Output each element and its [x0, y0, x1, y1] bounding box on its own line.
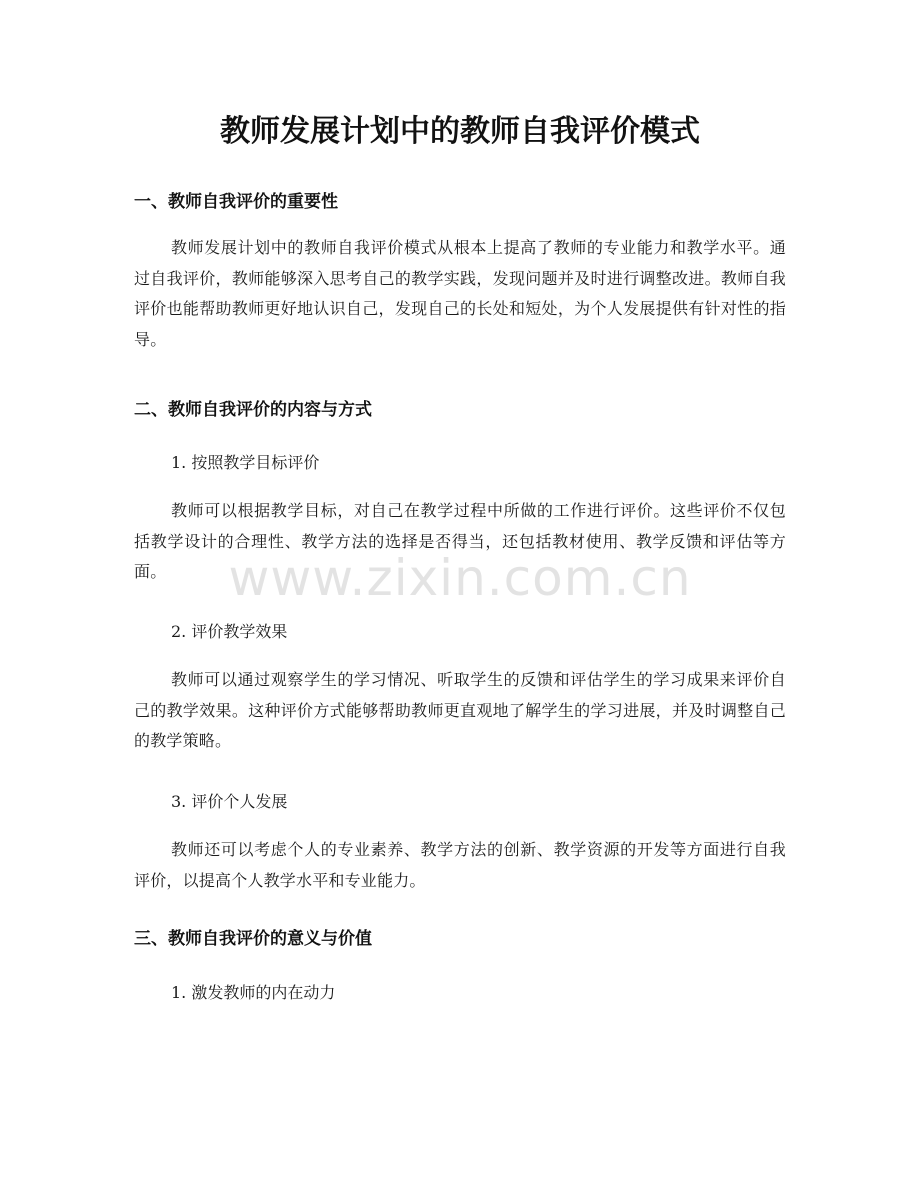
section-paragraph-importance: 教师发展计划中的教师自我评价模式从根本上提高了教师的专业能力和教学水平。通过自我评价，教师能够深入思考自己的教学实践，发现问题并及时进行调整改进。教师自我评价也能帮助教师更好地认识自己，发现自己的长处和短处，为个人发展提供有针对性的指导。 — [134, 238, 786, 349]
subsection-paragraph-effect: 教师可以通过观察学生的学习情况、听取学生的反馈和评估学生的学习成果来评价自己的教学效果。这种评价方式能够帮助教师更直观地了解学生的学习进展，并及时调整自己的教学策略。 — [134, 670, 786, 750]
subsection-paragraph-goal: 教师可以根据教学目标，对自己在教学过程中所做的工作进行评价。这些评价不仅包括教学设计的合理性、教学方法的选择是否得当，还包括教材使用、教学反馈和评估等方面。 — [134, 501, 786, 581]
watermark-text: www.zixin.com.cn — [228, 549, 692, 607]
section-heading-content-methods: 二、教师自我评价的内容与方式 — [134, 400, 372, 420]
subsection-label-personal: 3. 评价个人发展 — [171, 792, 288, 811]
subsection-paragraph-personal: 教师还可以考虑个人的专业素养、教学方法的创新、教学资源的开发等方面进行自我评价，以提高个人教学水平和专业能力。 — [134, 840, 786, 890]
document-title: 教师发展计划中的教师自我评价模式 — [220, 114, 700, 149]
subsection-label-goal: 1. 按照教学目标评价 — [171, 453, 320, 472]
section-heading-significance: 三、教师自我评价的意义与价值 — [134, 929, 372, 949]
subsection-label-effect: 2. 评价教学效果 — [171, 622, 288, 641]
section-heading-importance: 一、教师自我评价的重要性 — [134, 192, 338, 212]
subsection-label-motivation: 1. 激发教师的内在动力 — [171, 983, 336, 1002]
